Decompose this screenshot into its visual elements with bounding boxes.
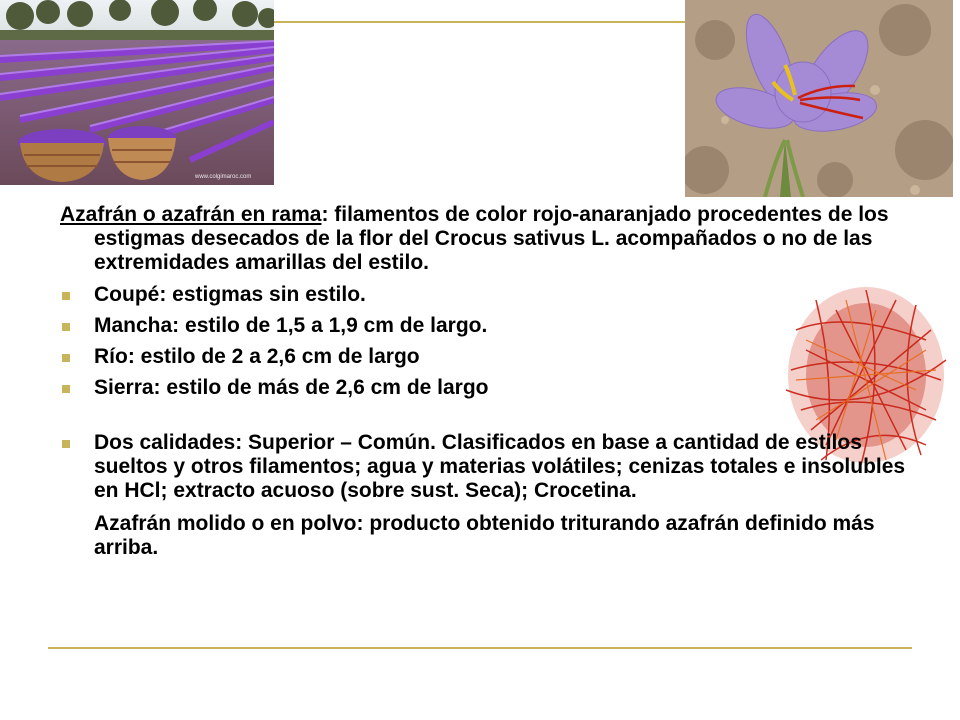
bullet-list: [60, 283, 910, 503]
slide-body: [60, 203, 910, 560]
square-bullet-icon: [62, 440, 70, 448]
bullet-item-coupe: Coupé: estigmas sin estilo.: [60, 283, 910, 307]
bottom-divider: [48, 647, 912, 649]
square-bullet-icon: [62, 323, 70, 331]
square-bullet-icon: [62, 354, 70, 362]
crocus-flower-image: [685, 0, 953, 197]
square-bullet-icon: [62, 292, 70, 300]
bullet-item-sierra: Sierra: estilo de más de 2,6 cm de largo: [60, 376, 910, 400]
bullet-item-calidades: Dos calidades: Superior – Común. Clasificados en base a cantidad de estilos sueltos y otros filamentos; agua y materias volátiles; cenizas totales e insolubles en HCl; extracto acuoso (sobre sust. Seca); Crocetina.: [60, 431, 910, 503]
bullet-item-rio: Río: estilo de 2 a 2,6 cm de largo: [60, 345, 910, 369]
intro-paragraph: [60, 203, 910, 275]
square-bullet-icon: [62, 385, 70, 393]
saffron-field-image: [0, 0, 274, 185]
azafran-molido-paragraph: Azafrán molido o en polvo: producto obtenido triturando azafrán definido más arriba.: [94, 512, 875, 559]
field-watermark: www.colgimaroc.com: [195, 174, 252, 180]
intro-definition: : filamentos de color rojo-anaranjado procedentes de los estigmas desecados de la flor del Crocus sativus L. acompañados o no de las extremidades amarillas del estilo.: [94, 203, 889, 274]
term-azafran-en-rama: Azafrán o azafrán en rama: [60, 203, 322, 226]
top-divider: [270, 21, 685, 23]
bullet-item-mancha: Mancha: estilo de 1,5 a 1,9 cm de largo.: [60, 314, 910, 338]
